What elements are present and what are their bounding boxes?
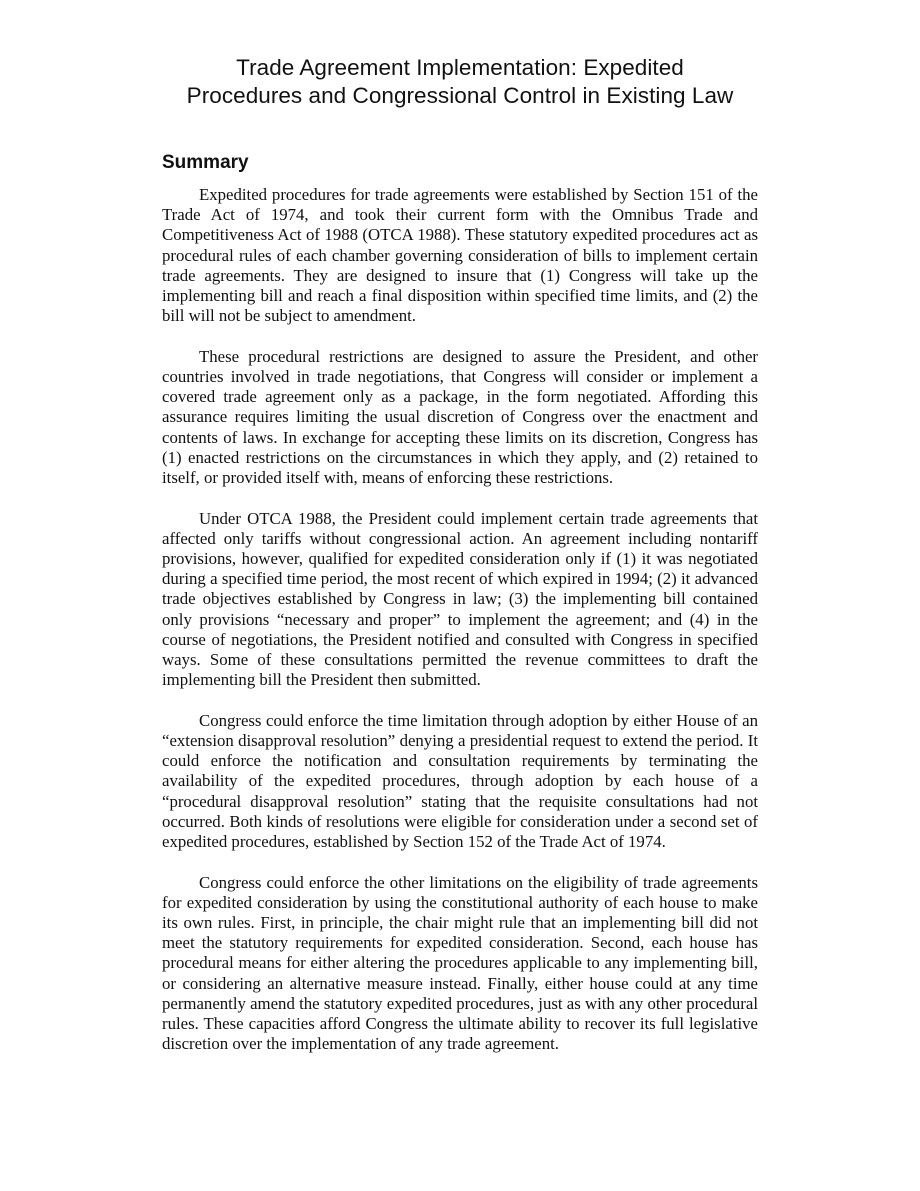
summary-paragraph-3: Under OTCA 1988, the President could implement certain trade agreements that affected only tariffs without congressional action. An agreement including nontariff provisions, however, qualified for expedited consideration only if (1) it was negotiated during a specified time period, the most recent of which expired in 1994; (2) it advanced trade objectives established by Congress in law; (3) the implementing bill contained only provisions “necessary and proper” to implement the agreement; and (4) in the course of negotiations, the President notified and consulted with Congress in specified ways. Some of these consultations permitted the revenue committees to draft the implementing bill the President then submitted.	[162, 508, 758, 690]
document-page	[162, 54, 758, 1054]
summary-paragraph-1: Expedited procedures for trade agreements were established by Section 151 of the Trade Act of 1974, and took their current form with the Omnibus Trade and Competitiveness Act of 1988 (OTCA 1988). These statutory expedited procedures act as procedural rules of each chamber governing consideration of bills to implement certain trade agreements. They are designed to insure that (1) Congress will take up the implementing bill and reach a final disposition within specified time limits, and (2) the bill will not be subject to amendment.	[162, 185, 758, 326]
summary-paragraph-4: Congress could enforce the time limitation through adoption by either House of an “extension disapproval resolution” denying a presidential request to extend the period. It could enforce the notification and consultation requirements by terminating the availability of the expedited procedures, through adoption by each house of a “procedural disapproval resolution” stating that the requisite consultations had not occurred. Both kinds of resolutions were eligible for consideration under a second set of expedited procedures, established by Section 152 of the Trade Act of 1974.	[162, 710, 758, 852]
summary-paragraph-2: These procedural restrictions are designed to assure the President, and other countries involved in trade negotiations, that Congress will consider or implement a covered trade agreement only as a package, in the form negotiated. Affording this assurance requires limiting the usual discretion of Congress over the enactment and contents of laws. In exchange for accepting these limits on its discretion, Congress has (1) enacted restrictions on the circumstances in which they apply, and (2) retained to itself, or provided itself with, means of enforcing these restrictions.	[162, 346, 758, 488]
summary-paragraph-5: Congress could enforce the other limitations on the eligibility of trade agreements for expedited consideration by using the constitutional authority of each house to make its own rules. First, in principle, the chair might rule that an implementing bill did not meet the statutory requirements for expedited consideration. Second, each house has procedural means for either altering the procedures applicable to any implementing bill, or considering an alternative measure instead. Finally, either house could at any time permanently amend the statutory expedited procedures, just as with any other procedural rules. These capacities afford Congress the ultimate ability to recover its full legislative discretion over the implementation of any trade agreement.	[162, 872, 758, 1054]
document-title-line-2: Procedures and Congressional Control in Existing Law	[186, 83, 734, 108]
document-title	[162, 54, 758, 110]
summary-heading: Summary	[162, 152, 249, 173]
document-title-line-1: Trade Agreement Implementation: Expedited	[236, 55, 684, 80]
